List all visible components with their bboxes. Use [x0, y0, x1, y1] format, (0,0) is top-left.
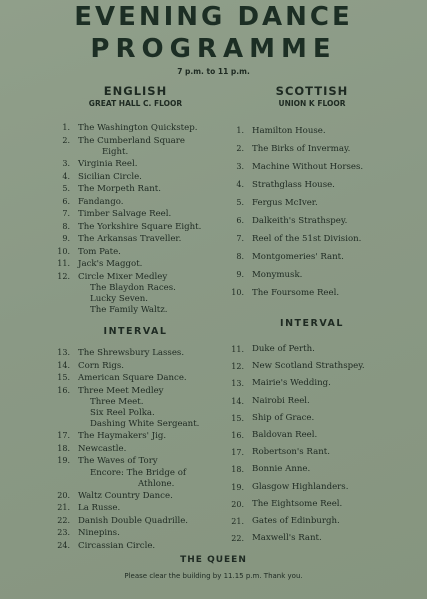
dance-number: 8. — [62, 221, 70, 231]
time-range: 7 p.m. to 11 p.m. — [177, 67, 250, 76]
dance-item — [48, 515, 223, 528]
dance-number: 21. — [231, 517, 244, 527]
dance-item — [48, 246, 223, 259]
dance-number: 17. — [231, 448, 244, 458]
dance-name: The Yorkshire Square Eight. — [78, 221, 202, 232]
dance-number: 20. — [57, 490, 70, 500]
dance-item — [222, 427, 402, 444]
dance-number: 9. — [236, 270, 244, 279]
dance-name: The Foursome Reel. — [252, 288, 340, 298]
scottish-heading: SCOTTISH — [275, 84, 349, 98]
medley-part: Athlone. — [138, 478, 175, 489]
dance-number: 14. — [57, 360, 70, 370]
dance-number: 15. — [57, 373, 70, 382]
dance-item — [48, 221, 223, 234]
dance-item — [48, 208, 223, 221]
dance-name: Newcastle. — [78, 443, 127, 454]
dance-name: Gates of Edinburgh. — [252, 516, 340, 527]
dance-name: New Scotland Strathspey. — [252, 361, 365, 372]
dance-name: The Eightsome Reel. — [252, 498, 343, 509]
dance-name: Montgomeries' Rant. — [252, 252, 344, 262]
english-part2c-list — [48, 490, 223, 553]
dance-number: 11. — [57, 259, 70, 268]
dance-item — [48, 455, 223, 468]
dance-number: 18. — [57, 443, 70, 453]
title-line-2: PROGRAMME — [90, 34, 337, 64]
medley-part: Encore: The Bridge of — [90, 467, 187, 478]
dance-item — [222, 212, 402, 230]
dance-name: Three Meet Medley — [78, 385, 164, 396]
dance-name: American Square Dance. — [78, 373, 187, 383]
dance-number: 8. — [236, 252, 244, 261]
dance-name-continuation: Eight. — [102, 147, 129, 157]
dance-name: Jack's Maggot. — [78, 259, 143, 269]
dance-number: 13. — [57, 348, 70, 357]
dance-item — [48, 233, 223, 246]
scottish-part2-list — [222, 341, 402, 547]
dance-number: 22. — [231, 534, 244, 544]
title-line-1: EVENING DANCE — [74, 2, 353, 32]
dance-name: La Russe. — [78, 503, 121, 513]
dance-name: Timber Salvage Reel. — [78, 209, 172, 219]
scottish-location: UNION K FLOOR — [278, 99, 346, 108]
dance-name: The Arkansas Traveller. — [78, 234, 182, 244]
dance-item — [222, 194, 402, 212]
medley-part: Dashing White Sergeant. — [90, 419, 200, 429]
dance-item — [48, 443, 223, 456]
dance-item — [222, 496, 402, 513]
dance-item — [48, 347, 223, 360]
dance-number: 4. — [62, 171, 70, 181]
dance-name: Robertson's Rant. — [252, 447, 330, 458]
dance-item — [48, 196, 223, 209]
english-medley-16 — [48, 397, 223, 430]
dance-name: Virginia Reel. — [78, 159, 138, 169]
dance-name: Maxwell's Rant. — [252, 533, 322, 544]
dance-item — [222, 393, 402, 410]
dance-name: Circle Mixer Medley — [78, 271, 168, 282]
dance-name: Baldovan Reel. — [252, 430, 318, 441]
dance-item — [222, 479, 402, 496]
dance-name: Waltz Country Dance. — [78, 490, 173, 501]
dance-number: 20. — [231, 499, 244, 509]
dance-number: 19. — [231, 482, 244, 492]
dance-item — [48, 540, 223, 553]
dance-name: The Washington Quickstep. — [78, 123, 198, 133]
dance-item — [222, 122, 402, 140]
dance-name: Circassian Circle. — [78, 540, 156, 551]
dance-name: Fergus McIver. — [252, 198, 318, 208]
dance-number: 1. — [62, 123, 70, 132]
scottish-part1-list — [222, 122, 402, 302]
dance-number: 18. — [231, 465, 244, 475]
dance-item — [48, 430, 223, 443]
dance-name: Reel of the 51st Division. — [252, 234, 362, 244]
medley-part: The Blaydon Races. — [90, 283, 176, 293]
scottish-column — [222, 84, 402, 547]
dance-name: The Waves of Tory — [78, 456, 158, 466]
dance-number: 10. — [231, 288, 244, 297]
dance-number: 3. — [236, 162, 244, 171]
dance-number: 6. — [62, 196, 70, 206]
dance-number: 10. — [57, 246, 70, 256]
dance-name: Machine Without Horses. — [252, 162, 364, 172]
dance-item — [48, 490, 223, 503]
english-medley-12 — [48, 283, 223, 316]
dance-number: 21. — [57, 503, 70, 512]
dance-number: 2. — [236, 144, 244, 153]
english-heading: ENGLISH — [103, 84, 168, 98]
dance-name: Ninepins. — [78, 528, 120, 538]
dance-item — [222, 266, 402, 284]
dance-name: The Shrewsbury Lasses. — [78, 348, 185, 358]
dance-number: 19. — [57, 456, 70, 465]
closing-notice: Please clear the building by 11.15 p.m. Thank you. — [124, 572, 303, 580]
dance-name: Ship of Grace. — [252, 412, 315, 423]
dance-number: 6. — [236, 216, 244, 225]
dance-number: 11. — [231, 345, 244, 354]
dance-name: Duke of Perth. — [252, 344, 315, 354]
the-queen: THE QUEEN — [180, 555, 247, 565]
dance-number: 16. — [57, 385, 70, 395]
dance-item — [222, 358, 402, 375]
dance-item — [48, 372, 223, 385]
dance-number: 16. — [231, 431, 244, 441]
english-location: GREAT HALL C. FLOOR — [88, 99, 183, 108]
dance-item — [48, 258, 223, 271]
dance-name: Nairobi Reel. — [252, 395, 310, 406]
dance-number: 12. — [57, 271, 70, 281]
dance-name: The Birks of Invermay. — [252, 144, 351, 154]
dance-item — [222, 513, 402, 530]
dance-name: Danish Double Quadrille. — [78, 515, 189, 526]
dance-item — [222, 284, 402, 302]
dance-item — [222, 140, 402, 158]
english-tory-encore — [48, 468, 223, 490]
dance-number: 13. — [231, 379, 244, 389]
dance-item — [48, 171, 223, 184]
medley-part: Three Meet. — [90, 397, 144, 407]
dance-number: 15. — [231, 413, 244, 423]
dance-number: 9. — [62, 234, 70, 243]
dance-item — [222, 375, 402, 392]
dance-name: Strathglass House. — [252, 180, 335, 190]
dance-number: 7. — [236, 234, 244, 243]
dance-item — [222, 444, 402, 461]
dance-name: Fandango. — [78, 196, 124, 207]
dance-name: Bonnie Anne. — [252, 464, 311, 475]
dance-number: 7. — [62, 209, 70, 218]
dance-name: Corn Rigs. — [78, 360, 124, 371]
dance-number: 3. — [62, 159, 70, 168]
dance-number: 17. — [57, 431, 70, 440]
dance-item — [222, 341, 402, 358]
english-column — [48, 84, 223, 552]
dance-name: The Haymakers' Jig. — [78, 431, 167, 441]
dance-number: 22. — [57, 515, 70, 525]
dance-name: The Morpeth Rant. — [78, 184, 161, 194]
dance-item — [48, 527, 223, 540]
english-interval: INTERVAL — [103, 326, 168, 337]
dance-item — [222, 530, 402, 547]
dance-number: 2. — [62, 135, 70, 145]
dance-item — [222, 248, 402, 266]
dance-item — [48, 122, 223, 135]
medley-part: Six Reel Polka. — [90, 408, 155, 418]
dance-item — [48, 135, 223, 148]
dance-number: 4. — [236, 180, 244, 189]
dance-item — [222, 410, 402, 427]
dance-number: 24. — [57, 540, 70, 550]
dance-number: 23. — [57, 528, 70, 537]
dance-item — [222, 176, 402, 194]
dance-name: Hamilton House. — [252, 126, 326, 136]
english-part2b-list — [48, 430, 223, 468]
dance-number: 12. — [231, 362, 244, 372]
dance-number: 14. — [231, 396, 244, 406]
medley-part: Lucky Seven. — [90, 294, 149, 304]
dance-item — [48, 183, 223, 196]
dance-name: Glasgow Highlanders. — [252, 481, 349, 492]
dance-item — [48, 360, 223, 373]
dance-item — [48, 502, 223, 515]
dance-item — [222, 461, 402, 478]
dance-item — [48, 271, 223, 284]
dance-number: 5. — [62, 184, 70, 193]
medley-part: The Family Waltz. — [90, 305, 168, 315]
dance-name: Monymusk. — [252, 270, 303, 280]
dance-item — [222, 158, 402, 176]
dance-name: Dalkeith's Strathspey. — [252, 216, 348, 226]
english-part2a-list — [48, 347, 223, 397]
dance-name: Mairie's Wedding. — [252, 378, 331, 389]
dance-number: 1. — [236, 126, 244, 135]
dance-name: Tom Pate. — [78, 246, 121, 257]
dance-item — [48, 158, 223, 171]
english-part1-list — [48, 122, 223, 283]
scottish-interval: INTERVAL — [280, 318, 344, 329]
dance-name: Sicilian Circle. — [78, 171, 142, 182]
dance-item — [222, 230, 402, 248]
dance-name: The Cumberland Square — [78, 135, 185, 146]
dance-item — [48, 385, 223, 398]
dance-number: 5. — [236, 198, 244, 207]
